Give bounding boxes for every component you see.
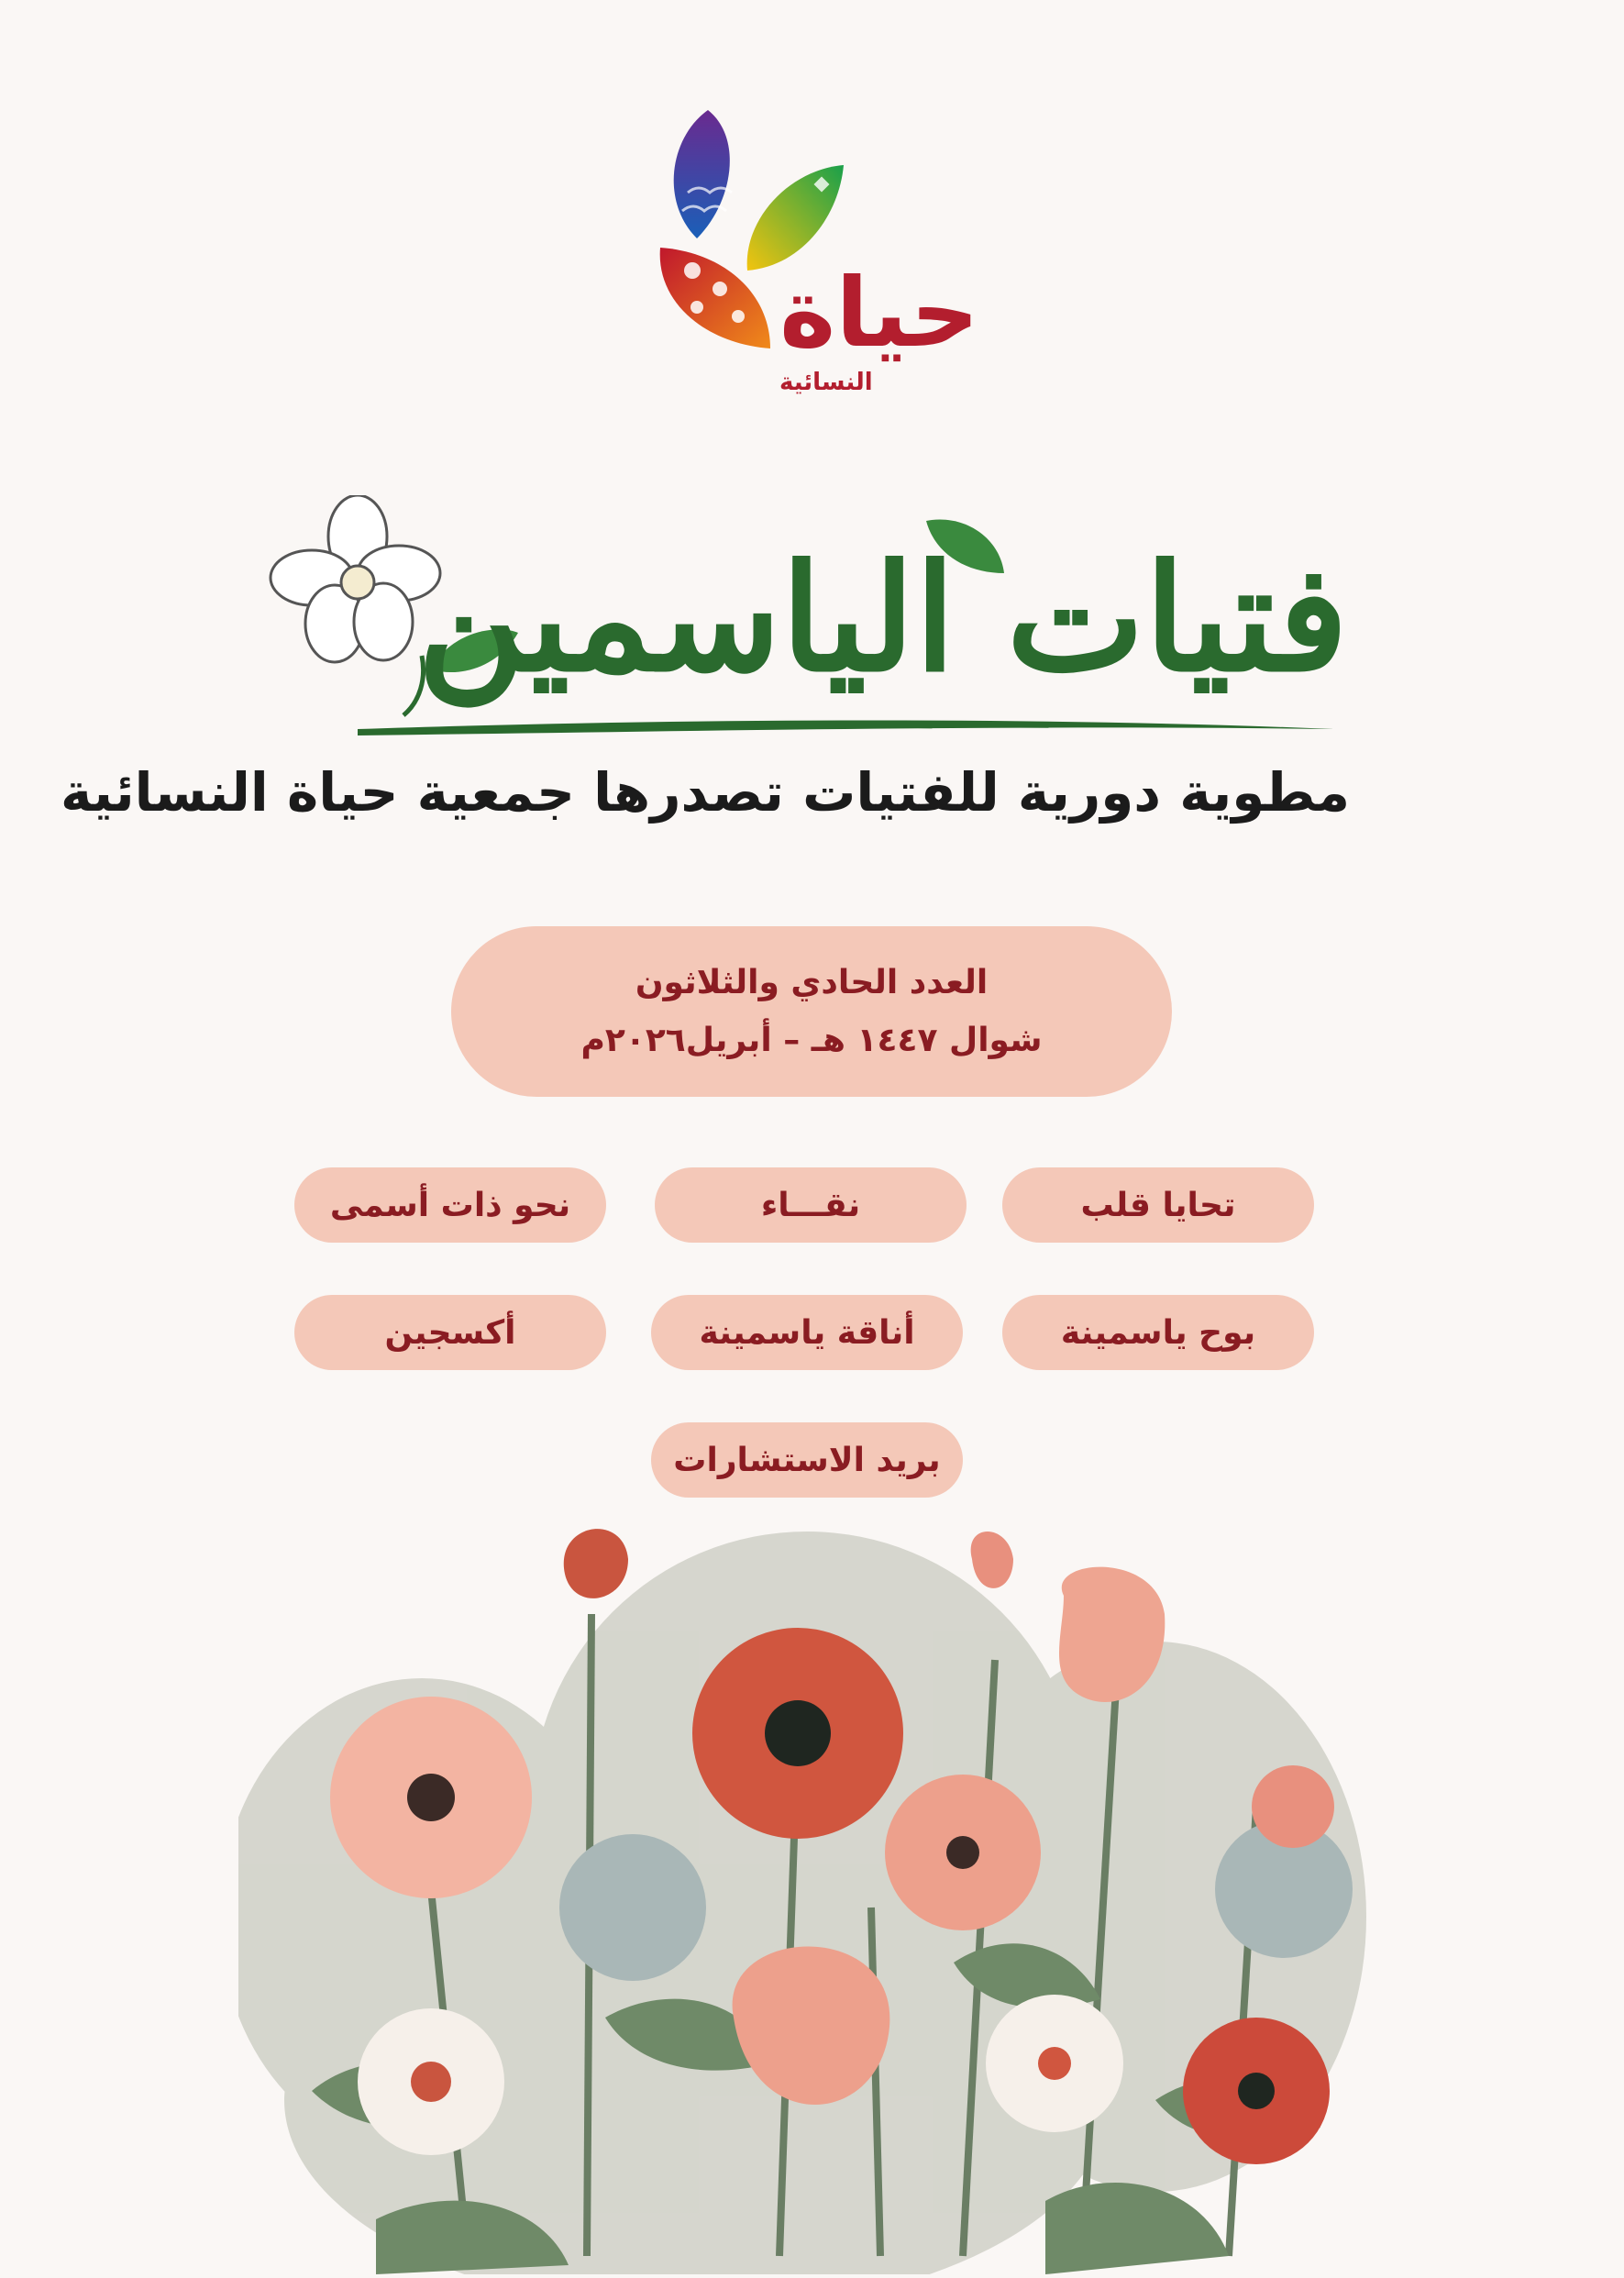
topic-pill: أكسجين [294, 1295, 606, 1370]
logo-subtitle: النسائية [779, 369, 873, 396]
issue-number: العدد الحادي والثلاثون [635, 964, 989, 1001]
topic-pill: أناقة ياسمينة [651, 1295, 963, 1370]
issue-date: شوال ١٤٤٧ هـ – أبريل٢٠٢٦م [580, 1022, 1043, 1059]
topic-pill: نحو ذات أسمى [294, 1167, 606, 1243]
topic-pill: تحايا قلب [1002, 1167, 1314, 1243]
issue-banner [451, 926, 1172, 1097]
association-logo [642, 101, 990, 404]
topic-pill: نقـــاء [655, 1167, 967, 1243]
magazine-subtitle: مطوية دورية للفتيات تصدرها جمعية حياة النسائية [61, 761, 1350, 824]
flower-illustration [238, 1504, 1385, 2274]
magazine-masthead [61, 495, 1366, 844]
magazine-title: فتيات الياسمين [417, 532, 1348, 704]
topic-pill: بريد الاستشارات [651, 1422, 963, 1498]
topic-pill: بوح ياسمينة [1002, 1295, 1314, 1370]
flowers-icon [238, 1504, 1385, 2274]
logo-wordmark: حياة [779, 257, 979, 369]
